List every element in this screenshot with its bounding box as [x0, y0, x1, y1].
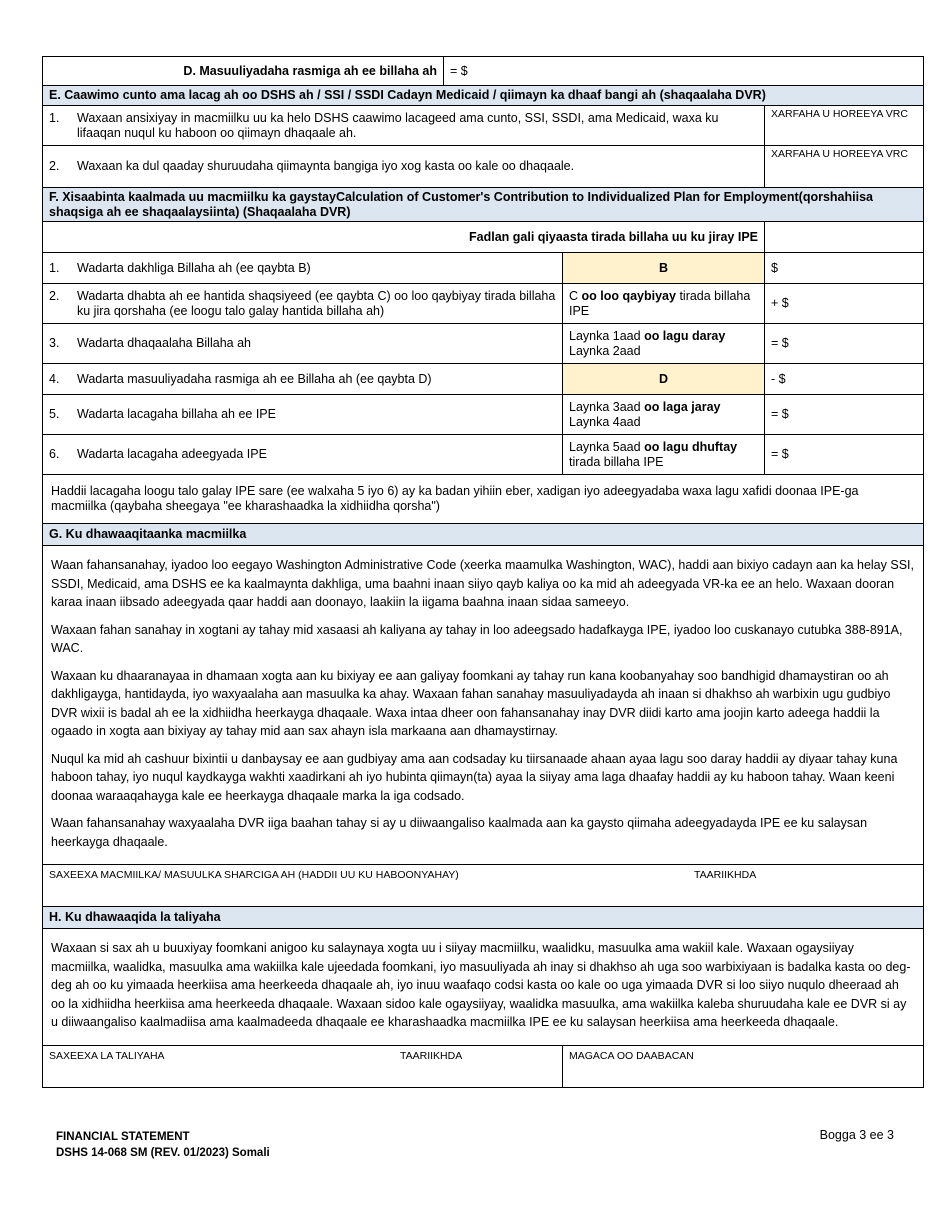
- section-f-row-3-formula: Laynka 1aad oo lagu daray Laynka 2aad: [563, 324, 765, 364]
- section-g-paragraph: Nuqul ka mid ah cashuur bixintii u danbaysay ee aan gudbiyay ama aan codsaday ku tiirsanaade ahaan ayaa lagu soo daray haddii ay diyaar tahay kuna haboon tahay, iyo nuqul kaydkayga wakhti xaadirkani ah iyo hubinta qiimayn(ta) ayaa la siiyay ama laga dhaafay haddii ay ku haboon tahay. Waan keeni doonaa waraaqahayga kale ee heerkayga dhaqaale marka la iga codsado.: [51, 751, 898, 803]
- section-g-paragraph: Waxaan fahan sanahay in xogtani ay tahay mid xasaasi ah kaliyana ay tahay in loo adeegsado hadafkayga IPE, iyadoo loo cuskanayo cutubka 388-891A, WAC.: [51, 622, 903, 655]
- section-f-row-4: 4. Wadarta masuuliyadaha rasmiga ah ee Billaha ah (ee qaybta D): [43, 364, 563, 395]
- section-f-row-2-formula: C oo loo qaybiyay tirada billaha IPE: [563, 284, 765, 324]
- section-g-paragraph: Waan fahansanahay waxyaalaha DVR iiga baahan tahay si ay u diiwaangaliso kaalmada aan ka gaysto qiimaha adeegyadayda IPE ee ku salaysan heerkayga dhaqaale.: [51, 816, 868, 849]
- page-number: Bogga 3 ee 3: [819, 1128, 894, 1142]
- section-f-row-2: 2. Wadarta dhabta ah ee hantida shaqsiyeed (ee qaybta C) oo loo qaybiyay tirada billaha ku jira qorshaha (ee loogu talo galay hantida billaha ah): [43, 284, 563, 324]
- section-g-title: G. Ku dhawaaqitaanka macmiilka: [43, 524, 924, 546]
- section-f-row-6: 6. Wadarta lacagaha adeegyada IPE: [43, 435, 563, 475]
- section-h-body: [43, 929, 924, 1046]
- section-f-row-4-ref: D: [563, 364, 765, 395]
- section-f-row-5: 5. Wadarta lacagaha billaha ah ee IPE: [43, 395, 563, 435]
- section-f-row-1-ref: B: [563, 253, 765, 284]
- form-number: DSHS 14-068 SM (REV. 01/2023) Somali: [56, 1147, 270, 1159]
- section-f-instruction: Fadlan gali qiyaasta tirada billaha uu ku jiray IPE: [43, 222, 765, 253]
- form-footer: [56, 1129, 270, 1161]
- section-d-value-field[interactable]: = $: [444, 57, 924, 86]
- customer-date-label: TAARIIKHDA: [694, 869, 757, 881]
- financial-statement-table: [42, 56, 924, 1088]
- section-f-row-1-amount[interactable]: $: [765, 253, 924, 284]
- section-f-row-6-amount[interactable]: = $: [765, 435, 924, 475]
- section-f-title: F. Xisaabinta kaalmada uu macmiilku ka gaystayCalculation of Customer's Contribution to Individualized Plan for Employment(qorshahiisa shaqsiga ah ee shaqaalaysiinta) (Shaqaalaha DVR): [43, 188, 924, 222]
- section-d-label: D. Masuuliyadaha rasmiga ah ee billaha ah: [43, 57, 444, 86]
- section-e-item-1-initials[interactable]: XARFAHA U HOREEYA VRC: [765, 106, 924, 146]
- section-e-title: E. Caawimo cunto ama lacag ah oo DSHS ah / SSI / SSDI Cadayn Medicaid / qiimayn ka dhaaf bangi ah (shaqaalaha DVR): [43, 86, 924, 106]
- section-f-row-5-formula: Laynka 3aad oo laga jaray Laynka 4aad: [563, 395, 765, 435]
- section-f-row-5-amount[interactable]: = $: [765, 395, 924, 435]
- section-f-row-4-amount[interactable]: - $: [765, 364, 924, 395]
- section-g-body: [43, 546, 924, 865]
- section-h-paragraph: Waxaan si sax ah u buuxiyay foomkani anigoo ku salaynaya xogta uu i siiyay macmiilku, waalidku, masuulka ama wakiil kale. Waxaan ogaysiiyay macmiilka, waalidka, masuulka ama wakiilka kale ujeedada foomkani, iyo masuuliyada ah inay si dhakhso ah uga soo warbixiyaan is badalka kasta oo deg-deg ah oo ku yimaada heerkiisa ama heerkeeda dhaqaale ah, iyo inuu waafaqo codsi kasta oo kale oo uga yimaada DVR si loo siiyo nuqulo dheeraad ah oo la xidhiidha heerkiisa ama heerkeeda dhaqaale. Waxaan sidoo kale ogaysiiyay, waalidka masuulka, ama wakiilka kaleba shuruudaha kale ee DVR si ay u diiwaangaliso kaalmadiisa ama kaalmadeeda dhaqaale ee kharashaadka macmiilka IPE ee ku salaysan heerkiisa ama heerkeeda dhaqaale.: [51, 941, 911, 1029]
- section-e-item-2-initials[interactable]: XARFAHA U HOREEYA VRC: [765, 146, 924, 188]
- counselor-printed-name-field[interactable]: [563, 1045, 924, 1087]
- section-h-title: H. Ku dhawaaqida la taliyaha: [43, 907, 924, 929]
- section-g-paragraph: Waxaan ku dhaaranayaa in dhamaan xogta aan ku bixiyay ee aan galiyay foomkani ay tahay run kana koobanyahay soo bandhigid dhamaystiran oo ah dakhligayga, hantidayda, iyo waxyaalaha aan masuulka ka ahay. Waxaan fahan sanahay masuuliyadayda ah inaan si dhakhso ah warbixin ugu gudbiyo DVR wixii is badal ah ee la xidhiidha heerkayga dhaqaale. Waxa intaa dheer oon fahansanahay inay DVR diidi karto ama joojin karto adeega haddii la ogaado in xogta aan bixiyay ay tahay mid aan sax ahayn isla markaana aan dhamaystirnay.: [51, 668, 891, 738]
- counselor-signature-label: SAXEEXA LA TALIYAHA: [49, 1049, 165, 1062]
- section-e-item-1: 1. Waxaan ansixiyay in macmiilku uu ka helo DSHS caawimo lacageed ama cunto, SSI, SSDI, ama Medicaid, waxa ku lifaaqan nuqul ku haboon oo qiimayn dhaqaale ah.: [43, 106, 765, 146]
- customer-signature-field[interactable]: [43, 865, 924, 907]
- customer-signature-label: SAXEEXA MACMIILKA/ MASUULKA SHARCIGA AH (HADDII UU KU HABOONYAHAY): [49, 869, 459, 881]
- ipe-months-field[interactable]: [765, 222, 924, 253]
- counselor-name-label: MAGACA OO DAABACAN: [569, 1049, 694, 1062]
- section-f-row-1: 1. Wadarta dakhliga Billaha ah (ee qaybta B): [43, 253, 563, 284]
- section-e-item-2: 2. Waxaan ka dul qaaday shuruudaha qiimaynta bangiga iyo xog kasta oo kale oo dhaqaale.: [43, 146, 765, 188]
- counselor-signature-field[interactable]: [43, 1045, 563, 1087]
- form-page: [42, 56, 923, 1088]
- section-g-paragraph: Waan fahansanahay, iyadoo loo eegayo Washington Administrative Code (xeerka maamulka Washington, WAC), haddi aan bixiyo cadayn aan ka helay SSI, SSDI, Medicaid, ama DSHS ee ka kaalmaynta dakhliga, uma baahni inaan siiyo qayb kaliya oo ka mid ah adeegyada VR-ka ee an helo. Waxaan dooran karaa inaan iibsado adeegyada qaar haddi aan doonayo, laakiin la iigama baahna inaan sidaa sameeyo.: [51, 558, 914, 609]
- counselor-date-label: TAARIIKHDA: [400, 1049, 463, 1062]
- form-title: FINANCIAL STATEMENT: [56, 1131, 190, 1143]
- section-f-row-2-amount[interactable]: + $: [765, 284, 924, 324]
- section-f-row-6-formula: Laynka 5aad oo lagu dhuftay tirada billaha IPE: [563, 435, 765, 475]
- section-f-row-3: 3. Wadarta dhaqaalaha Billaha ah: [43, 324, 563, 364]
- section-f-note: Haddii lacagaha loogu talo galay IPE sare (ee walxaha 5 iyo 6) ay ka badan yihiin eber, xadigan iyo adeegyadaba waxa lagu xafidi doonaa IPE-ga macmiilka (qaybaha sheegaya "ee kharashaadka la xidhiidha qorsha"): [43, 475, 924, 524]
- section-f-row-3-amount[interactable]: = $: [765, 324, 924, 364]
